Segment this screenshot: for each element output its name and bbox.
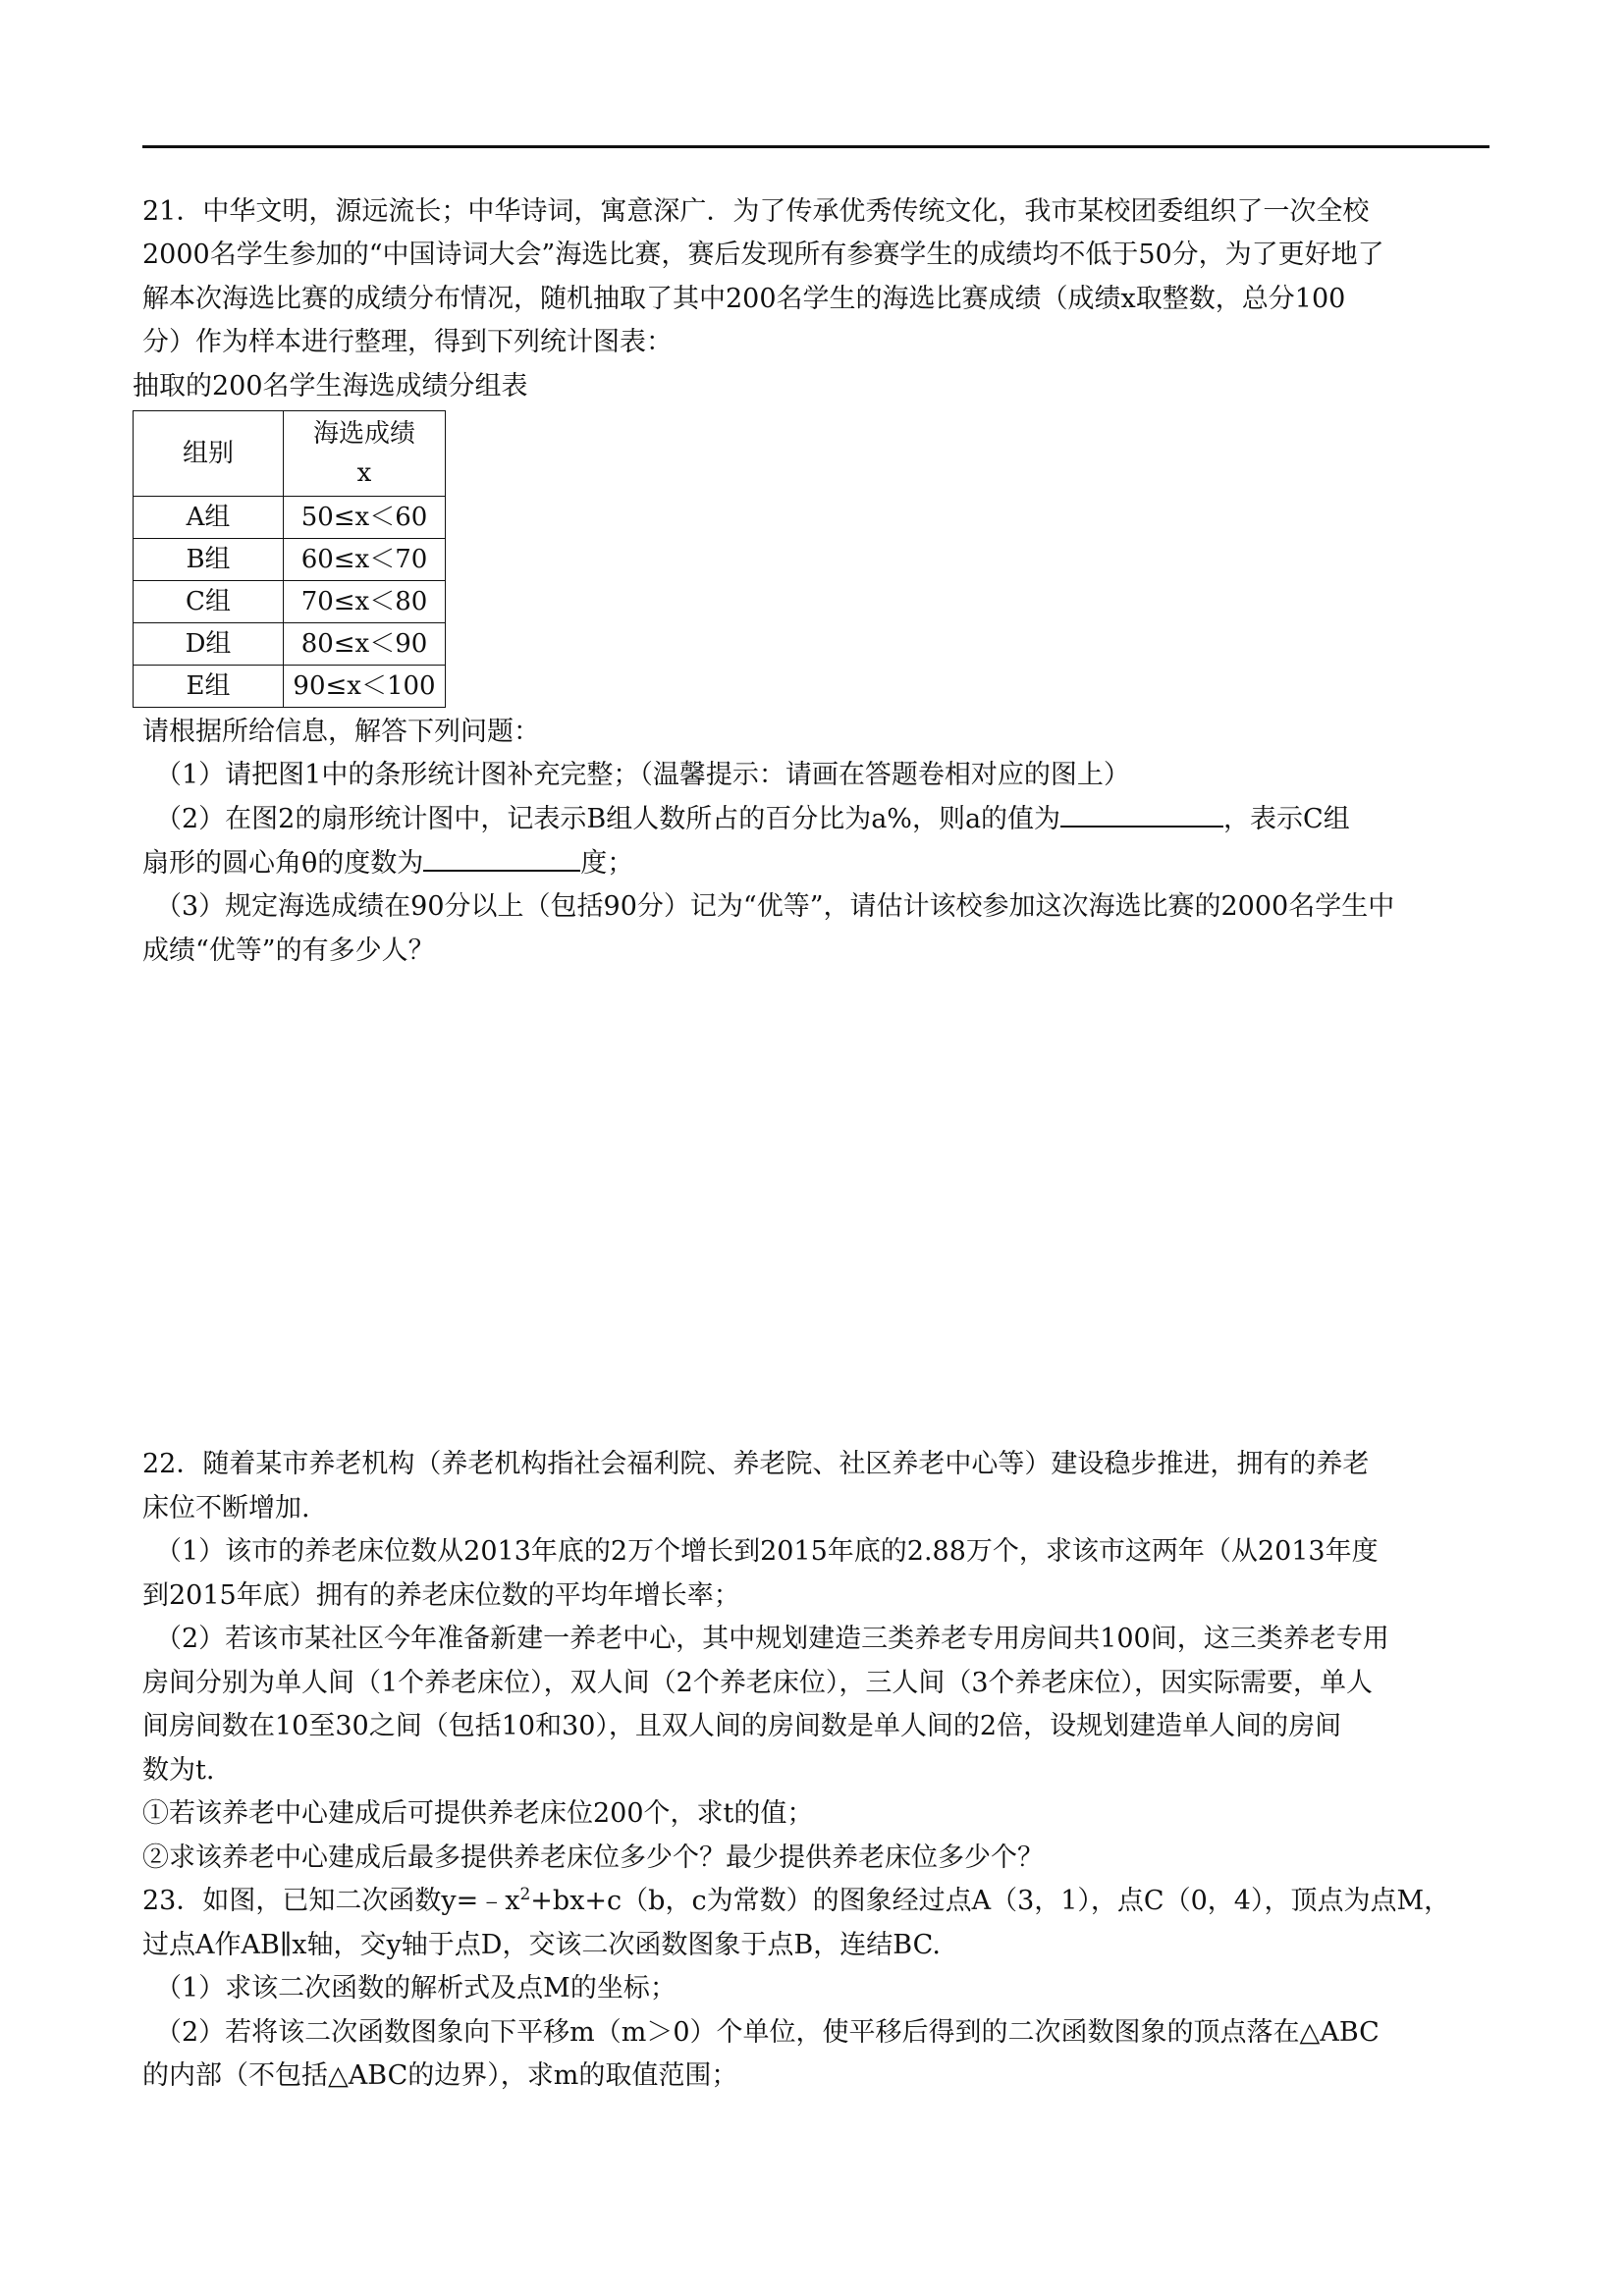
range-cell: 50≤x＜60 <box>284 497 446 539</box>
table-row <box>134 539 446 581</box>
q21-part2-text-a: （2）在图2的扇形统计图中，记表示B组人数所占的百分比为a%，则a的值为 <box>155 804 1061 834</box>
table-header-row <box>134 411 446 497</box>
q21-part2-text-c: 扇形的圆心角θ的度数为 <box>142 848 424 879</box>
header-score <box>284 411 446 497</box>
q21-part3-line2: 成绩“优等”的有多少人？ <box>142 935 435 966</box>
q23-part2-line1: （2）若将该二次函数图象向下平移m（m＞0）个单位，使平移后得到的二次函数图象的顶点落在△ABC <box>155 2017 1380 2048</box>
q21-part2-text-b: ，表示C组 <box>1223 804 1350 834</box>
range-cell: 80≤x＜90 <box>284 623 446 666</box>
q22-line-6: 房间分别为单人间（1个养老床位），双人间（2个养老床位），三人间（3个养老床位），因实际需要，单人 <box>142 1668 1374 1698</box>
q22-sub-2: ②求该养老中心建成后最多提供养老床位多少个？最少提供养老床位多少个？ <box>142 1842 1044 1873</box>
q21-part3-line1: （3）规定海选成绩在90分以上（包括90分）记为“优等”，请估计该校参加这次海选比赛的2000名学生中 <box>155 891 1395 922</box>
header-score-line1: 海选成绩 <box>312 419 415 449</box>
q21-part1: （1）请把图1中的条形统计图补充完整；（温馨提示：请画在答题卷相对应的图上） <box>155 760 1130 790</box>
q23-line-1 <box>142 1882 1450 1921</box>
group-cell: E组 <box>134 666 284 708</box>
header-group: 组别 <box>134 411 284 497</box>
answer-blank-theta[interactable] <box>423 844 580 872</box>
group-cell: C组 <box>134 581 284 623</box>
score-group-table <box>133 410 446 708</box>
table-row <box>134 497 446 539</box>
table-row <box>134 666 446 708</box>
header-score-line2: x <box>356 458 372 488</box>
range-cell: 70≤x＜80 <box>284 581 446 623</box>
q22-line-8: 数为t. <box>142 1755 215 1786</box>
q21-line-2: 2000名学生参加的“中国诗词大会”海选比赛，赛后发现所有参赛学生的成绩均不低于50分，为了更好地了 <box>142 240 1384 270</box>
q21-part2-line1 <box>155 800 1350 839</box>
q22-line-3: （1）该市的养老床位数从2013年底的2万个增长到2015年底的2.88万个，求该市这两年（从2013年度 <box>155 1536 1379 1567</box>
q21-part2-text-d: 度； <box>580 848 634 879</box>
q22-line-5: （2）若该市某社区今年准备新建一养老中心，其中规划建造三类养老专用房间共100间，这三类养老专用 <box>155 1624 1389 1654</box>
q23-part1: （1）求该二次函数的解析式及点M的坐标； <box>155 1973 677 2003</box>
range-cell: 60≤x＜70 <box>284 539 446 581</box>
q21-line-3: 解本次海选比赛的成绩分布情况，随机抽取了其中200名学生的海选比赛成绩（成绩x取整数，总分100 <box>142 284 1346 314</box>
group-cell: A组 <box>134 497 284 539</box>
q23-line-1-a: 23．如图，已知二次函数y=﹣x <box>142 1886 520 1916</box>
q21-line-1: 21．中华文明，源远流长；中华诗词，寓意深广．为了传承优秀传统文化，我市某校团委组织了一次全校 <box>142 196 1370 227</box>
answer-blank-a[interactable] <box>1060 800 1223 828</box>
q22-sub-1: ①若该养老中心建成后可提供养老床位200个，求t的值； <box>142 1798 814 1829</box>
q22-line-2: 床位不断增加. <box>142 1493 310 1523</box>
table-caption: 抽取的200名学生海选成绩分组表 <box>133 371 528 401</box>
group-cell: D组 <box>134 623 284 666</box>
q23-line-2: 过点A作AB∥x轴，交y轴于点D，交该二次函数图象于点B，连结BC. <box>142 1930 941 1960</box>
group-cell: B组 <box>134 539 284 581</box>
q22-line-7: 间房间数在10至30之间（包括10和30），且双人间的房间数是单人间的2倍，设规划建造单人间的房间 <box>142 1711 1342 1741</box>
q23-exponent: 2 <box>519 1885 531 1904</box>
range-cell: 90≤x＜100 <box>284 666 446 708</box>
q21-line-4: 分）作为样本进行整理，得到下列统计图表： <box>142 327 673 357</box>
q23-line-1-b: +bx+c（b，c为常数）的图象经过点A（3，1），点C（0，4），顶点为点M， <box>530 1886 1451 1916</box>
q21-prompt: 请根据所给信息，解答下列问题： <box>142 717 540 747</box>
q22-line-4: 到2015年底）拥有的养老床位数的平均年增长率； <box>142 1580 740 1611</box>
q21-part2-line2 <box>142 844 633 883</box>
q22-line-1: 22．随着某市养老机构（养老机构指社会福利院、养老院、社区养老中心等）建设稳步推进，拥有的养老 <box>142 1449 1370 1479</box>
q23-part2-line2: 的内部（不包括△ABC的边界），求m的取值范围； <box>142 2060 738 2091</box>
table-row <box>134 581 446 623</box>
table-row <box>134 623 446 666</box>
header-rule <box>142 145 1489 148</box>
